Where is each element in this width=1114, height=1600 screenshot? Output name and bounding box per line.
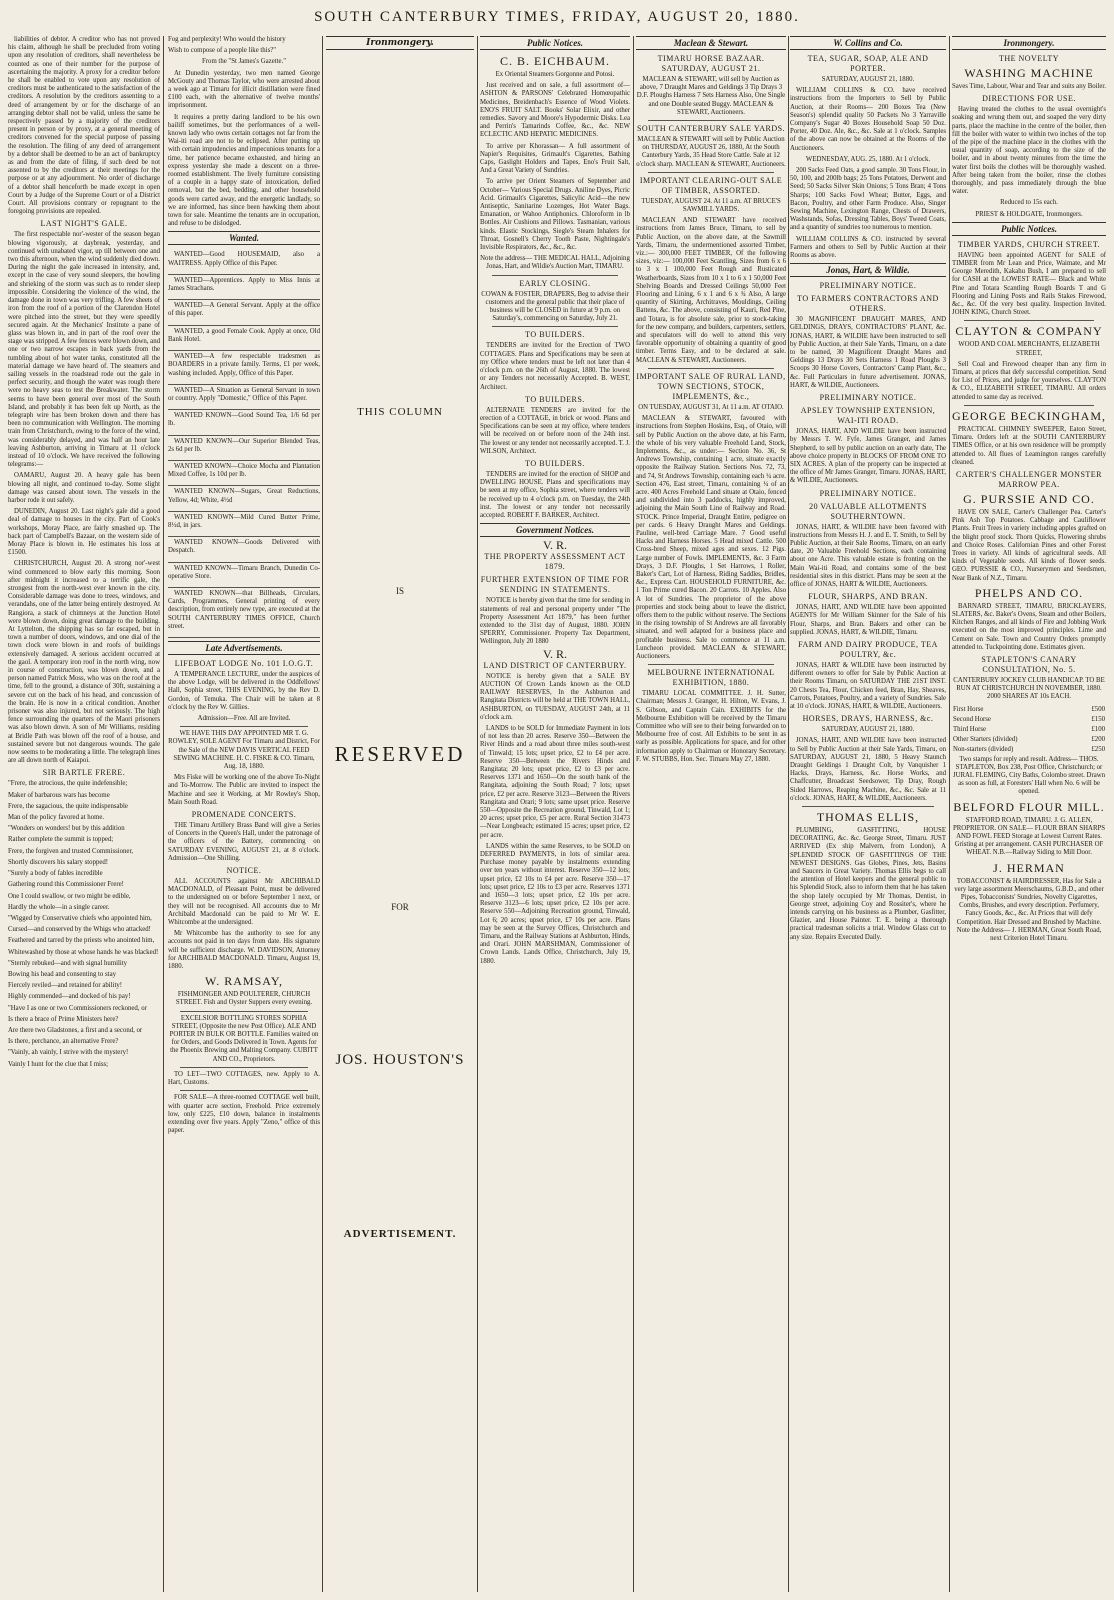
distillation-article: At Dunedin yesterday, two men named George McGouty and Thomas Taylor, who were arrested about a week ago at Timaru for illicit distillation were fined £100 each, with the alternative of twelve months' imprisonment. [168,69,320,110]
ad-text: WANTED KNOWN—Our Superior Blended Teas, 2s 6d per lb. [168,437,320,453]
prize-label: Second Horse [953,715,991,723]
ramsay-name: W. RAMSAY, [205,974,283,989]
poem-line: Whitewashed by those at whose hands he was blacked! [8,948,159,956]
wanted-section-heading: Wanted. [168,231,320,245]
poem-line: "Sternly rebuked—and with signal humility [8,959,128,967]
column-rule [633,36,634,1592]
clayton-ad: Sell Coal and Firewood cheaper than any firm in Timaru, at prices that defy successful competition. Send for List of Prices, and judge for yourselves. CLAYTON & CO., ELIZABETH STREET, TIMARU. All orders attended to same day as received. [952,360,1106,401]
macdonald-notice: ALL ACCOUNTS against Mr ARCHIBALD MACDONALD, of Pleasant Point, must be delivered to the undersigned on or before September 1 next, or they will not be recognised. All accounts due to Mr Archibald Macdonald can be paid to Mr W. E. Whitcombe at the undersigned. [168,878,320,927]
clayton-sub: WOOD AND COAL MERCHANTS, ELIZABETH STREET, [958,341,1100,357]
divider [802,806,934,807]
poem-line: Are there two Gladstones, a first and a second, or [8,1026,143,1034]
reserved-line-6: ADVERTISEMENT. [343,1228,457,1240]
beckingham-ad: PRACTICAL CHIMNEY SWEEPER, Eaton Street, Timaru. Orders left at the SOUTH CANTERBURY TIMES Office, or at his own residence will be promptly attended to. All flues of Leamington ranges carefully cleaned. [952,425,1106,466]
property-notice: NOTICE is hereby given that the time for sending in statements of real and personal property under "The Property Assessment Act 1879," has been further extended to the 31st day of August, 1880. JOHN SPERRY, Commissioner. Property Tax Department, Wellington, July 20 1880 [480,597,630,646]
divider [964,405,1094,406]
wanted-ad [168,326,320,351]
tea-sale-date: SATURDAY, AUGUST 21, 1880. [821,76,915,83]
poem-line: "Surely a body of fables incredible [8,870,103,878]
masthead: SOUTH CANTERBURY TIMES, FRIDAY, AUGUST 20, 1880. [314,9,800,25]
farmers-heading: TO FARMERS CONTRACTORS AND OTHERS. [797,294,939,314]
prize-row [952,735,1106,745]
poem-source: From the "St James's Gazette." [202,58,286,66]
priest-holdgate: PRIEST & HOLDGATE, Ironmongers. [975,210,1083,218]
for-sale-ad: FOR SALE—A three-roomed COTTAGE well built, with quarter acre section, Freehold. Price extremely low, only £225, £10 down, balance in instalments extending over five years. Apply "Zeno," office of this paper. [168,1094,320,1135]
wanted-ad [168,537,320,562]
vr-crest: V. R. [542,646,568,661]
notice-heading: NOTICE. [226,866,262,876]
wanted-ad [168,588,320,638]
wanted-ad [168,300,320,325]
column-3-reserved [326,36,474,1592]
wanted-ad [168,249,320,274]
builders-ad: ALTERNATE TENDERS are invited for the erection of a COTTAGE, in brick or wood. Plans and Specifications can be seen at my office, where tenders will be received on or before noon of the 24th inst. The lowest or any tender not necessarily accepted. T. J. WILSON, Architect. [480,406,630,455]
farmers-ad: 30 MAGNIFICENT DRAUGHT MARES, AND GELDINGS, DRAYS, CONTRACTORS' PLANT, &c. JONAS, HART, & WILDIE have been instructed to sell by Public Auction, at their Sale Yards, Timaru, on a date to be named, 30 Magnificent Draught Mares and Geldings 13 Drays 30 Sets Harness 1 Road Ploughs 3 Scoops 30 Horse Covers, Contractors' Camp Plant, &c., &c. Full Particulars in future advertisement. JONAS, HART, & WILDIE, Auctioneers. [790,316,946,389]
divider [648,172,774,173]
promenade-heading: PROMENADE CONCERTS. [191,810,297,820]
divider [180,726,308,727]
ad-text: WANTED—A few respectable tradesmen as BOARDERS in a private family. Terms, £1 per week, washing included. Apply, Office of this Paper. [168,353,320,377]
herman-name: J. HERMAN [993,860,1065,875]
prize-amount: £500 [1091,705,1105,713]
clearing-sale-date: TUESDAY, AUGUST 24. At 11 a.m. AT BRUCE'S SAWMILL YARDS. [641,197,781,214]
jonas-hart-wildie-heading: Jonas, Hart, & Wildie. [790,263,946,277]
beckingham-name: GEORGE BECKINGHAM, [952,408,1106,423]
wanted-ad [168,351,320,385]
poem-line: Rather complete the summit is topped; [8,836,114,844]
bottling-ad: EXCELSIOR BOTTLING STORES SOPHIA STREET, (Opposite the new Post Office). ALE AND PORTER IN BULK OR BOTTLE. Families waited on for Orders, and Goods Delivered in Town. Agents for the Phoenix Brewing and Malting Company. CUBITT AND CO., Proprietors. [169,1014,319,1063]
late-ads-heading: Late Advertisements. [168,641,320,655]
apsley-ad: JONAS, HART, AND WILDIE have been instructed by Messrs T. W. Fyfe, James Granger, and James Shepherd, to sell by public auction on an early date, The above choice property in BLOCKS OF FROM ONE TO SIX ACRES. A plan of the property can be inspected at the office of Mr James Granger, Timaru. JONAS, HART, & WILDIE, Auctioneers. [790,428,946,485]
column-rule [788,36,789,1592]
ad-text: WANTED—Good HOUSEMAID, also a WAITRESS. Apply Office of this Paper. [168,251,320,267]
poem-line: One I could swallow, or two might be edible, [8,892,131,900]
belford-name: BELFORD FLOUR MILL. [953,799,1105,814]
prize-amount: £100 [1091,725,1105,733]
extension-heading: FURTHER EXTENSION OF TIME FOR SENDING IN STATEMENTS. [480,575,630,595]
wanted-ad [168,486,320,511]
collins-ad: WILLIAM COLLINS & CO. instructed by several Farmers and others to Sell by Public Auction at their Rooms as above. [790,235,946,260]
bankruptcy-article: liabilities of debtor. A creditor who has not proved his claim, although he shall be precluded from voting upon any resolution of creditors, shall nevertheless be counted as one of their number for the purpose of ascertaining the majority. A proxy for a creditor before he shall be enabled to vote upon any resolution of creditors must be authenticated to the satisfaction of the creditors. A resolution by the creditors assenting to a deed of arrangement by or for the discharge of an arranging debtor shall not be valid, unless the same be respectively passed by a majority of the creditors present in person or by proxy, at a general meeting of creditors convened for the special purpose of passing the resolution. The filing of any deed of arrangement by a debtor shall be deemed to be an act of bankruptcy as and from the date of filing, if such deed be not assented to by the creditors at their meetings for the purpose or at any adjournment. No order of discharge of a debtor shall henceforth be made except in open Court by a Judge of the Supreme Court or of a District Court. All provisions contrary or repugnant to the foregoing provisions are repealed. [8,36,160,216]
prize-label: Non-starters (divided) [953,746,1014,754]
poem-line: Hardly the whole—in a single career. [8,903,110,911]
divider [964,320,1094,321]
poem-line: Fog and perplexity! Who would the history [168,36,286,43]
horses-date: SATURDAY, AUGUST 21, 1880. [821,726,915,734]
sale-yards-ad: MACLEAN & STEWART will sell by Public Auction on THURSDAY, AUGUST 26, 1880, At the South Canterbury Yards, 35 Head Store Cattle. Sale at 12 o'clock sharp. MACLEAN & STEWART, Auctioneers. [636,136,786,168]
property-act-heading: THE PROPERTY ASSESSMENT ACT 1879. [484,552,626,572]
eichbaum-ad: To arrive per Orient Steamers of September and October— Various Special Drugs. Aniline Dyes, Picric Acid. Grimault's Cigarettes, Salicylic Acid—the new Antiseptic, Sanitarine Lozenges, Hot Water Bags. Emanation, or Wahoo Antiphonics. Chloroform in lb Bottles. Air Cushions and Pillows. Tasmanian, various kinds. Elastic Stockings, Siegle's Steam Inhalers for Throat, Gosnell's Cherry Tooth Paste, Nightingale's Invisible Respirators, &c., &c., &c. [480,178,630,252]
apsley-heading: APSLEY TOWNSHIP EXTENSION, WAI-ITI ROAD. [800,406,936,426]
poem-line: Feathered and tarred by the priests who anointed him, [8,937,155,945]
wednesday-sale-ad: 200 Sacks Feed Oats, a good sample. 30 Tons Flour, in 50, 100, and 200lb bags; 25 Tons Potatoes, Derwent and Seed; 50 Sacks Silver Skin Onions; 5 Tons Bran; 4 Tons Sharps; 100 Sacks Fowl Wheat; Butter, Eggs, and Bacon, Poultry, and other Farm Produce. Also, Singer Sewing Machine, Lexington Range, Chests of Drawers, Washstands, Sofas, Dressing Tables, Boys' Tweed Coats, and a quantity of sundries too numerous to mention. [790,167,946,232]
ad-text: WANTED KNOWN—Good Sound Tea, 1/6 6d per lb. [168,412,320,428]
ironmongery-heading: Ironmongery. [326,36,474,50]
prize-row [952,705,1106,715]
poem-line: Is there, perchance, an alternative Frere? [8,1038,119,1046]
horses-heading: HORSES, DRAYS, HARNESS, &c. [802,714,934,724]
public-notices-heading: Public Notices. [952,222,1106,236]
tea-sale-heading: TEA, SUGAR, SOAP, ALE AND PORTER. [807,54,929,73]
ad-text: WANTED KNOWN—Mild Cured Butter Prime, 8½d, in jars. [168,513,320,529]
column-5 [636,36,786,1592]
preliminary-notice: PRELIMINARY NOTICE. [819,393,917,403]
divider [648,368,774,369]
clearing-sale-heading: IMPORTANT CLEARING-OUT SALE OF TIMBER, ASSORTED. [639,175,783,195]
rowley-ad: WE HAVE THIS DAY APPOINTED MR T. G. ROWLEY, SOLE AGENT For Timaru and District, For the Sale of the NEW DAVIS VERTICAL FEED SEWING MACHINE. H. C. FISKE & CO. Timaru, Aug. 18, 1880. [168,730,320,770]
divider [492,275,618,276]
stapleton-ad: Two stamps for reply and result. Address— THOS. STAPLETON, Box 238, Post Office, Christchurch; or JURAL FLEMING, City Baths, Colombo street. Drawn as soon as full, at Foresters' Hall when No. 6 will be opened. [952,755,1106,796]
directions-text: Having treated the clothes to the usual overnight's soaking and wrung them out, and soaped the very dirty parts, place the machine in the centre of the boiler, then fill the boiler with water to within two inches of the top of the pipe of the machine place in the clothes with the usual quantity of soap, according to the size of the boiler, and in about twenty minutes from the time the water first boils the clothes will be thoroughly washed. After being taken from the boiler, rinse the clothes thoroughly, and pass immediately through the blue water. [952,106,1106,196]
eichbaum-ad: To arrive per Khorassan— A full assortment of Napier's Requisites, Grimault's Cigarettes, Bathing Caps, Gaslight Holders and Tapes, Eno's Fruit Salt, And a Great Variety of Sundries. [480,142,630,175]
wanted-ad [168,436,320,461]
reserved-line-2: IS [395,586,404,596]
tea-sale-ad: WILLIAM COLLINS & CO. have received instructions from the Importers to Sell by Public Auction, at their Rooms— 200 Boxes Tea (New Season's) splendid quality 50 Packets No 3 Yarraville Company's Sugar 40 Boxes Household Soap 50 Doz. Porter, 40 Doz. Ale, &c., &c. Sale at 1 o'clock. Samples of the above can now be obtained at the Rooms of the Auctioneers. [790,87,946,152]
landlady-article: It requires a pretty daring landlord to be his own bailiff sometimes, but the performances of a well-known lady who owns certain cottages not far from the Wai-iti road are not to be eclipsed. After putting up with certain impudencies and impecunious tenants for a time, her patience became exhausted, and hiring an express yesterday she made a descent on a three-roomed establishment. The lively furniture consisting of a couple in a happy state of intoxication, defied removal, but the bed, bedding, and other household goods were carted away, and the energetic landlady, so we are informed, has since been hawking them about town for sale. Meantime the tenants are in occupation, and refuse to be dislodged. [168,113,320,228]
gale-heading: LAST NIGHT'S GALE. [40,219,128,229]
christchurch-telegram: CHRISTCHURCH, August 20. A strong nor'-west wind commenced to blow early this morning. Soon after midnight it increased to a terrific gale, the strongest from the north-west ever known in the city. Considerable damage was done to trees, windows, and verandahs, one of the latter being entirely destroyed. At Rangiora, a stack of chimneys at the Junction Hotel were blown down, doing great damage to the building. At Lyttelton, the shipping has so far escaped, but in town a number of doors, windows, and one dial of the town clock were blown in and roofs of buildings extensively damaged. A serious accident occurred at the gaol. A temporary iron roof in the north wing, now in course of construction, was blown down, and a person named Patrick Moss, who was on the roof at the time, fell to the ground, a distance of 30ft, sustaining a severe cut on the back of his head, and concussion of the brain. He is now in a critical condition. Another prisoner was also injured, but not seriously. The high fence surrounding the quarters of the Maori prisoners was also blown down. A son of Mr Williams, residing at Bridle Path was blown off the roof of a house, and sustained severe but not dangerous wounds. The gale now seems to be moderating a little. The telegraph lines are all down north of Kaiapoi. [8,560,160,765]
poem-line: "Vainly, ah vainly, I strive with the mystery! [8,1049,129,1057]
poem-line: "Have I as one or two Commissioners reckoned, or [8,1004,147,1012]
poem-line: Vainly I hunt for the clue that I miss; [8,1060,109,1068]
dunedin-telegram: DUNEDIN, August 20. Last night's gale did a good deal of damage to houses in the city. Part of Cook's workshops, Moray Place, are fairly smashed up. The back part of Campbell's Bazaar, on the western side of Moray Place is blown in. He estimates his loss at £1500. [8,508,160,557]
poem-line: Bowing his head and consenting to stay [8,970,116,978]
stapleton-ad: CANTERBURY JOCKEY CLUB HANDICAP. TO BE RUN AT CHRISTCHURCH IN NOVEMBER, 1880. 2000 SHARES AT 10s EACH. [953,676,1105,701]
ad-text: WANTED KNOWN—Sugars, Great Reductions, Yellow, 4d; White, 4½d [168,488,320,504]
reserved-line-5: JOS. HOUSTON'S [335,1052,465,1068]
eichbaum-ad: Ex Oriental Steamers Gorgonne and Potosi. [495,71,615,78]
poem-line: Gathering round this Commissioner Frere! [8,881,124,889]
phelps-ad: BARNARD STREET, TIMARU, BRICKLAYERS, SLATERS, &c. Baker's Ovens, Steam and other Boilers, Kitchen Ranges, and all kinds of Fire and Jobbing Work executed on the most improved principles. Lime and Cement on Sale. Town and Country Orders promptly attended to. Tuckpointing done. Estimates given. [952,602,1106,651]
eichbaum-name: C. B. EICHBAUM. [499,54,610,68]
prize-amount: £250 [1091,746,1105,754]
bazaar-ad: MACLEAN & STEWART, will sell by Auction as above, 7 Draught Mares and Geldings 3 Tip Drays 3 D.F. Ploughs Harness 7 Sets Harness Also, One Single and one Double seated Buggy. MACLEAN & STEWART, Auctioneers. [636,76,786,116]
builders-ad: TENDERS are invited for the erection of SHOP and DWELLING HOUSE. Plans and specifications may be seen at my office, Sophia street, where tenders will be received up to 4 o'clock p.m. on Tuesday, the 24th inst. The lowest or any tender not necessarily accepted. ROBERT F. BARKER, Architect. [480,470,630,519]
whitcombe-notice: Mr Whitcombe has the authority to see for any accounts not paid in ten days from date. His signature will be sufficient discharge. W. DAVIDSON, Attorney for ARCHIBALD MACDONALD. Timaru, August 19, 1880. [168,930,320,971]
flour-ad: JONAS, HART, AND WILDIE have been appointed AGENTS for Mr William Skinner for the Sale of his Flour, Sharps, and Bran. Bakers and other can be supplied. JONAS, HART, & WILDIE, Timaru. [790,604,946,636]
maclean-stewart-heading: Maclean & Stewart. [636,36,786,50]
frere-poem [8,780,160,1068]
poem-line: "Frere, the atrocious, the quite indefensible; [8,780,128,788]
prize-amount: £200 [1091,736,1105,744]
flour-heading: FLOUR, SHARPS, AND BRAN. [808,592,928,602]
ramsay-ad: FISHMONGER AND POULTERER, CHURCH STREET. Fish and Oyster Suppers every evening. [175,991,313,1007]
land-notice: LANDS to be SOLD for Immediate Payment in lots of not less than 20 acres. Reserve 350—Between the River Hinds and a road about three miles south-west of Tinwald; 15 lots; upset price, £2 to £4 per acre. Reserve 350—Between the Rivers Hinds and Rangitata; 20 lots; upset price, £2 to £3 per acre. Reserves 1371 and 1650—On the south bank of the Rangitata, adjoining the South Road; 7 lots; upset price, £2 per acre. Reserve 3123—Between the Rivers Rangitata and Orari; 9 lots; same upset price. Reserve 550—Opposite the Recreation ground, Tinwald, Lot 1; 20 acres; upset price, £5 per acre. Rural Section 31473—Near Longbeach; estimated 15 acres; upset price, £2 per acre. [480,724,630,839]
poem-line: Cursed—and conserved by the Whigs who attacked! [8,926,151,934]
oamaru-telegram: OAMARU, August 20. A heavy gale has been blowing all night, and continued to-day. Some slight damage was caused about town. The vessels in the harbor rode it out safely. [8,472,160,504]
reserved-line-3: RESERVED [334,742,466,766]
purssie-ad: HAVE ON SALE, Carter's Challenger Pea. Carter's Pink Ash Top Potatoes. Cabbage and Cauliflower Plants. Fruit Trees in variety including apples grafted on the blight proof stock. Thorn Quicks, Flowering shrubs and Choice Roses. Californian Pines and other Forest Trees in variety. All kinds of agricultural seeds. All kinds of Vegetable seeds. All kinds of flower seeds. GEO. PURSSIE & CO., Nurserymen and Seedsmen, Near Bank of N.Z., Timaru. [952,508,1106,582]
purssie-name: G. PURSSIE AND CO. [963,491,1095,506]
divider [648,120,774,121]
poem-line: Frere, the forgiven and trusted Commissioner, [8,847,134,855]
poem-line: Maker of barbarous wars has become [8,791,110,799]
prize-table [952,705,1106,756]
novelty-heading: THE NOVELTY [998,54,1060,63]
ad-text: WANTED—A Situation as General Servant in town or country. Apply "Domestic," Office of this Paper. [168,386,320,402]
poem-line: Is there a brace of Prime Ministers here? [8,1015,119,1023]
divider [648,664,774,665]
ad-text: WANTED, a good Female Cook. Apply at once, Old Bank Hotel. [168,327,320,343]
melbourne-ad: TIMARU LOCAL COMMITTEE. J. H. Sutter, Chairman; Messrs J. Granger, H. Hilton, W. Evans, J. S. Gibson, and Captain Cain. EXHIBITS for the Melbourne Exhibition will be received by the Timaru Committee who will see to their being forwarded on to Melbourne free of cost. All Exhibits to be sent in as early as possible. Applications for space, and for other information apply to Chairman or Honorary Secretary. F. W. STUBBS, Hon. Sec. Timaru May 27, 1880. [636,690,786,763]
wanted-ad [168,563,320,588]
divider [180,1090,308,1091]
column-rule [477,36,478,1592]
gale-article: The first respectable nor'-wester of the season began blowing vigorously, at daybreak, yesterday, and continued with unabated vigor, up till between one and two this afternoon, when the wind suddenly died down. During the night the gale increased in intensity, and, except in the case of very sound sleepers, the howling and shrieking of the storm was such as to render sleep impossible. Considering the violence of the wind, the damage done in town was very trifling. A few sheets of iron from the roof of a portion of the Clarendon Hotel were pitched into the street, but they were speedily secured again. At the Mechanics' Institute a pane of glass was blown in, and in part of the roof over the stage was stripped. A few fences were blown down, and one or two narrow escapes in back yards from the tumbling about of hot water tanks, constituted all the material damage we have heard of. The steamers and sailing vessels in the roadstead rode out the gale in perfect security, and though the water was rough there were no heavy seas to test the Breakwater. The storm seems to have been general over most of the South Island, and probably it has been felt up North, as the telegraph wire has been broken down and there has been no communication with Wellington. The morning train from Christchurch, owing to the force of the wind, was considerably delayed, and was half an hour late leaving Ashburton, arriving in Timaru at 11 o'clock instead of 10 o'clock. We have received the following telegrams:— [8,231,160,469]
builders-heading: TO BUILDERS. [525,330,585,340]
land-notice: LANDS within the same Reserves, to be SOLD on DEFERRED PAYMENTS, in lots of similar area. Purchase money payable by instalments extending over ten years without interest. Reserve 350—12 lots; upset price, £2 10s to £4 per acre. Reserve 350—17 lots; upset price, £2 10s to £3 per acre. Reserves 1371 and 1650—3 lots; upset price, £2 10s per acre. Reserve 3123—6 lots; upset price, £2 10s per acre. Reserve 550—Adjoining Recreation ground, Tinwald, Lot 6; 20 acres; upset price, £7 10s per acre. Plans may be seen at the Survey Offices, Christchurch and Timaru, and the Railway Stations at Ashburton, Hinds, and Orari. JOHN MARSHMAN, Commissioner of Crown Lands. Lands Office, Christchurch, July 19, 1880. [480,842,630,965]
ad-text: WANTED—Apprentices. Apply to Miss Innis at James Strachans. [168,276,320,293]
bazaar-heading: TIMARU HORSE BAZAAR. SATURDAY, AUGUST 21. [657,54,765,73]
prize-label: Other Starters (divided) [953,736,1018,744]
divider [180,1067,308,1068]
lodge-heading: LIFEBOAT LODGE No. 101 I.O.G.T. [174,658,314,668]
carter-heading: CARTER'S CHALLENGER MONSTER MARROW PEA. [955,469,1103,489]
column-7 [952,36,1106,1592]
ad-text: WANTED—A General Servant. Apply at the office of this paper. [168,302,320,318]
eichbaum-ad: Just received and on sale, a full assortment of— ASHTON & PARSONS' Celebrated Homœopathic Medicines, Breidenbach's Essence of Wood Violets. ENO'S FRUIT SALT. Books' Solar Elixir, and other remedies. Savory and Moore's Hypodermic Disks. Lea and Perrin's Tamarinds Coffee, &c., &c. NEW ECLECTIC AND HEPATIC MEDICINES. [480,82,630,139]
price-line: Reduced to 15s each. [1000,199,1058,207]
ad-text: WANTED KNOWN—Choice Mocha and Plantation Mixed Coffee, 1s 10d per lb. [168,462,320,479]
reserved-line-1: THIS COLUMN [357,406,443,418]
column-4 [480,36,630,1592]
allotments-heading: 20 VALUABLE ALLOTMENTS SOUTHERNTOWN. [809,501,927,521]
prize-row [952,725,1106,735]
belford-ad: STAFFORD ROAD, TIMARU. J. G. ALLEN, PROPRIETOR. ON SALE— FLOUR BRAN SHARPS AND FOWL FEED Storage at Lowest Current Rates. Gristing at per arrangement. CASH PURCHASER OF WHEAT. N.B.—Railway Siding to Mill Door. [952,816,1106,857]
allotments-ad: JONAS, HART, & WILDIE have been favored with instructions from Messrs H. J. and E. T. Smith, to Sell by Public Auction, at their Sale Rooms, Timaru, on an early date, 20 Valuable Freehold Sections, each containing about one Acre. This valuable estate is fronting on the Main Wai-iti Road, and contains some of the best residential sites in this district. Plans may be seen at the office of JONAS, HART & WILDIE, Auctioneers. [790,523,946,588]
poem-line: Highly commended—and docked of his pay! [8,993,131,1001]
frere-heading: SIR BARTLE FRERE. [42,768,126,778]
poem-line: "Wonders on wonders! but by this addition [8,825,125,833]
timber-ad: HAVING been appointed AGENT for SALE of TIMBER from Mr Lean and Price, Waimate, and Mr George Meredith, Kakahu Bush, I am prepared to sell for CASH at the LOWEST RATE— Black and White Pine and Totara Scantling Rough Boards T and G Flooring and Lining Posts and Rails Stakes Firewood, &c., &c. Of the very best quality. Inspection Invited. JOHN KING, Church Street. [952,251,1106,317]
divider [180,1011,308,1012]
poem-line: Man of the policy favored at home. [8,814,105,822]
eichbaum-ad: Note the address— THE MEDICAL HALL, Adjoining Jonas, Hart, and Wildie's Auction Mart, TIMARU. [480,255,630,271]
wanted-ad [168,410,320,435]
wanted-ad [168,275,320,300]
vr-crest: V. R. [542,538,568,553]
poem-line: Fiercely reviled—and retained for ability! [8,982,122,990]
ad-text: WANTED KNOWN—that Billheads, Circulars, Cards, Programmes, General printing of every description, from entirely new type, are executed at the SOUTH CANTERBURY TIMES OFFICE, Church street. [168,589,320,630]
wanted-ad [168,512,320,537]
to-let-ad: TO LET—TWO COTTAGES, new. Apply to A. Hart, Customs. [168,1070,320,1087]
prize-label: First Horse [953,705,984,713]
land-district-heading: LAND DISTRICT OF CANTERBURY. [483,660,627,670]
phelps-name: PHELPS AND CO. [974,585,1084,600]
prize-label: Third Horse [953,725,987,733]
rural-land-heading: IMPORTANT SALE OF RURAL LAND, TOWN SECTIONS, STOCK, IMPLEMENTS, &c., [636,371,786,401]
washing-machine-sub: Saves Time, Labour, Wear and Tear and suits any Boiler. [952,83,1106,90]
clearing-sale-ad: MACLEAN AND STEWART have received instructions from James Bruce, Timaru, to sell by Public Auction, on the above date, at the Sawmill Yards, Timaru, the undermentioned assorted Timber, viz.:— 300,000 FEET TIMBER, Of the following sizes, viz:— 100,000 Feet Scantling, Sizes from 6 x 6 to 3 x 1 100,000 Feet Rough and Rusticated Weatherboards, Sizes from 10 x 1 to 6 x 1 50,000 Feet Shelving Boards and Dressed Ceilings 50,000 Feet Flooring and Lining, 6 x 1 and 6 x ¾ Also, A large quantity of Skirting, Architraves, Mouldings, Ceiling Battens, &c. The above, consisting of Kauri, Red Pine, and Totara, is for absolute sale, prior to stock-taking for the new company, and builders, carpenters, settlers, and speculators will do well to attend this very favorable opportunity of obtaining a quantity of good timber. Terms Easy, and to be declared at sale. MACLEAN & STEWART, Auctioneers. [636,217,786,364]
wanted-ad [168,461,320,486]
stapleton-heading: STAPLETON'S CANARY CONSULTATION, No. 5. [981,654,1077,674]
promenade-ad: THE Timaru Artillery Brass Band will give a Series of Concerts in the Queen's Hall, under the patronage of the officers of the Battery, commencing on SATURDAY EVENING, AUGUST 21, at 8 o'clock. Admission—One Shilling. [168,822,320,862]
early-closing-ad: COWAN & FOSTER, DRAPERS, Beg to advise their customers and the general public that their place of business will be CLOSED in future at 9 p.m. on Saturday's, commencing on Saturday, July 21. [481,290,629,323]
builders-heading: TO BUILDERS. [525,458,585,468]
wanted-ad [168,385,320,410]
rural-land-ad: MACLEAN & STEWART, favoured with instructions from Stephen Hoskins, Esq., of Otaio, will sell by Public Auction on the above date, at his Farm, the whole of his very valuable Freehold Land, Stock, Implements, &c., as under:— Section No. 36, St Andrews Township, containing 1 acre, situate exactly opposite the Railway Station. Sections Nos. 72, 73, and 74, St Andrews Township, containing each ¼ acre. Section 476, East street, Timaru, containing ¼ of an acre. 400 Acres Freehold Land situate at Otaio, fenced and subdivided into 3 paddocks, highly improved, adjoining the Main South Line of Railway and Road. STOCK. Prince Imperial, Draught Entire, pedigree on per cards. 6 Heavy Draught Mares and Geldings. Pauline, well-bred Carriage Mare. 7 Good useful Hacks and Harness Horses. 5 Head mixed Cattle. 500 Cross-bred Sheep, mixed ages and sexes. 12 Pigs. Large number of Fowls. IMPLEMENTS, &c. 3 Farm Drays, 3 D.F. Ploughs, 1 Set Harrows, 1 Roller, Baker's Cart, Lot of Harness, Riding Saddles, Bridles, &c., Express Cart. HOUSEHOLD FURNITURE, &c. 1 Ton Prime cured Bacon. 20 Carrots. 10 Apples. Also A lot of Sundries. The proprietor of the above properties and stock being about to leave the district, offers them to the public without reserve. The Sections in the rising township of St Andrews are all favorably situated, and well adapted for a business place and profitable business. Sale to commence at 11 a.m. Luncheon provided. MACLEAN & STEWART, Auctioneers. [636,415,786,660]
poem-line: Shortly discovers his salary stopped! [8,858,109,866]
prize-row [952,715,1106,725]
sale-yards-heading: SOUTH CANTERBURY SALE YARDS. [636,124,786,134]
collins-heading: W. Collins and Co. [790,36,946,50]
divider [492,326,618,327]
prize-row [952,745,1106,755]
admission-line: Admission—Free. All are Invited. [197,714,291,722]
washing-machine-heading: WASHING MACHINE [964,66,1094,80]
preliminary-notice: PRELIMINARY NOTICE. [819,281,917,291]
column-6 [790,36,946,1592]
fiske-ad: Mrs Fiske will be working one of the above To-Night and To-Morrow. The Public are invited to inspect the Machine and see it Working, at Mr Rowley's Shop, Main South Road. [168,774,320,806]
reserved-line-4: FOR [391,902,409,912]
builders-heading: TO BUILDERS. [525,394,585,404]
timber-yards-heading: TIMBER YARDS, CHURCH STREET. [957,239,1101,249]
horses-ad: JONAS, HART, AND WILDIE have been instructed to Sell by Public Auction at their Sale Yards, Timaru, on SATURDAY, AUGUST 21, 1880, 5 Heavy Staunch Draught Geldings 1 Draught Colt, by Vanquisher 1 Hacks, Drays, Harness, &c. Horse Works, and Chaffcutter, Broadcast Seedsower, Tip Dray, Rough Sided Harrows, Reaping Machine, &c., &c. Sale at 11 o'clock. JONAS, HART, & WILDIE, Auctioneers. [790,737,946,802]
poem-line: "Wigged by Conservative chiefs who appointed him, [8,914,152,922]
builders-ad: TENDERS are invited for the Erection of TWO COTTAGES. Plans and Specifications may be seen at my Office where tenders must be left not later than 4 o'clock p.m. on the 26th of August, 1880. The lowest or any Tenders not necessarily Accepted. B. WEST, Architect. [480,342,630,391]
ad-text: WANTED KNOWN—Timaru Branch, Dunedin Co-operative Store. [168,564,320,580]
melbourne-heading: MELBOURNE INTERNATIONAL EXHIBITION, 1880. [647,668,775,688]
preliminary-notice: PRELIMINARY NOTICE. [819,488,917,498]
ellis-ad: PLUMBING, GASFITTING, HOUSE DECORATING, &c. &c. George Street, Timaru. JUST ARRIVED (Ex ship Malvern, from London), A SPLENDID STOCK OF GASFITTINGS OF THE NEWEST DESIGNS. Gas Globes, Pines, Jets, Basins and Saucers in Great Variety. Thomas Ellis begs to call the attention of Hotel keepers and the general public to his Splendid Stock, also to inform them that he has taken the shop lately occupied by Mr Thomas, Dentist, in George street, adjoining Coy and Rossiter's, where he intends carrying on his business as a Plumber, Gasfitter, Glazier, and House Painter. T. E. being a thorough practical tradesman solicits a trial. Window Glass cut to any size. Repairs Executed Daily. [790,827,946,941]
poem-line: Wish to compose of a people like this?" [168,47,277,55]
government-notices-heading: Government Notices. [480,523,630,537]
poem-line: Frere, the sagacious, the quite indispensable [8,802,128,810]
herman-ad: TOBACCONIST & HAIRDRESSER, Has for Sale a very large assortment Meerschaums, G.B.D., and other Pipes, Tobacconists' Sundries, Novelty Cigarettes, Combs, Brushes, and every description. Perfumery, Fancy Goods, &c., &c. At Prices that will defy Competition. Hair Dressed and Brushed by Machine. Note the Address— J. HERMAN, Great South Road, next Criterion Hotel Timaru. [954,877,1104,943]
dairy-ad: JONAS, HART & WILDIE have been instructed by different owners to offer for Sale by Public Auction at their Rooms Timaru, on SATURDAY THE 21ST INST. 20 Chests Tea, Flour, Chicken feed, Bran, Hay, Sheaves, Carrots, Potatoes, Poultry, and a variety of Sundries. Sale at 10 o'clock. JONAS, HART, & WILDIE, Auctioneers. [790,661,946,710]
land-notice: NOTICE is hereby given that a SALE BY AUCTION Of Crown Lands known as the OLD RAILWAY RESERVES, In the Ashburton and Rangitata Districts will be held at THE TOWN HALL, ASHBURTON, on TUESDAY, AUGUST 24th, at 11 o'clock a.m. [480,672,630,721]
ad-text: WANTED KNOWN—Goods Delivered with Despatch. [168,539,320,555]
column-rule [163,36,164,1592]
directions-heading: DIRECTIONS FOR USE. [982,94,1076,104]
public-notices-heading: Public Notices. [480,36,630,50]
ellis-name: THOMAS ELLIS, [816,810,920,824]
column-rule [322,36,323,1592]
early-closing-heading: EARLY CLOSING. [519,278,591,288]
rural-land-date: ON TUESDAY, AUGUST 31, At 11 a.m. AT OTAIO. [638,403,784,411]
ironmongery-heading: Ironmongery. [952,36,1106,50]
clayton-name: CLAYTON & COMPANY [955,324,1103,339]
column-rule [949,36,950,1592]
wednesday-sale-date: WEDNESDAY, AUG. 25, 1880. At 1 o'clock. [805,155,931,163]
prize-amount: £150 [1091,715,1105,723]
dairy-heading: FARM AND DAIRY PRODUCE, TEA POULTRY, &c. [798,639,938,659]
column-1 [8,36,160,1592]
column-2 [168,36,320,1592]
lecture-ad: A TEMPERANCE LECTURE, under the auspices of the above Lodge, will be delivered in the Oddfellows' Hall, Sophia street, THIS EVENING, by the Rev D. Gordon, of Temuka. The Chair will be taken at 8 o'clock by the Rev W. Gillies. [168,670,320,711]
